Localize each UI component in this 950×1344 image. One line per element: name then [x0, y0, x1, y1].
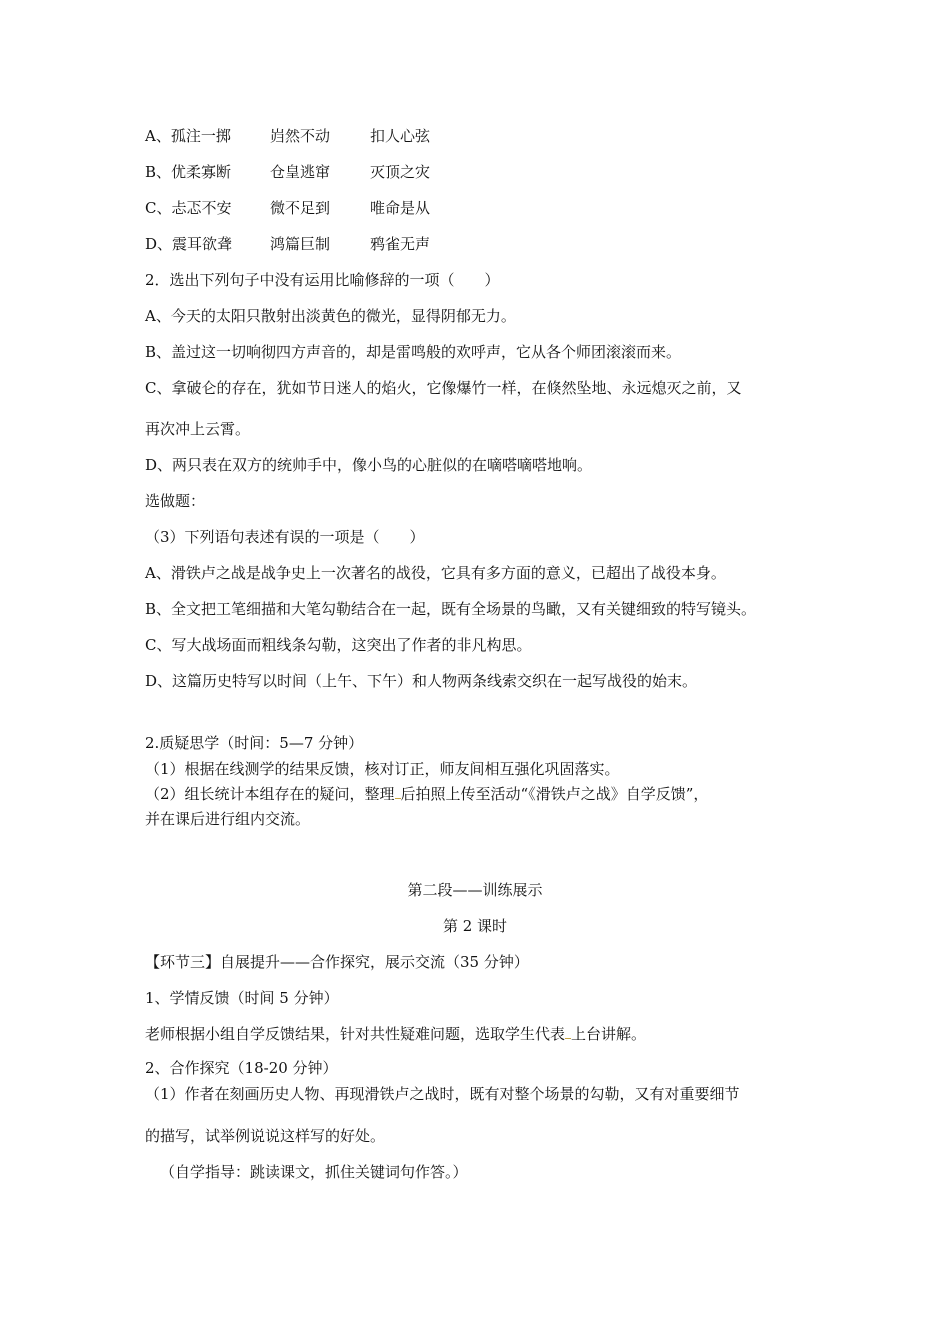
reflect-item-2: （2）组长统计本组存在的疑问，整理 后拍照上传至活动“《滑铁卢之战》自学反馈”，: [145, 785, 709, 803]
coop-title: 2、合作探究（18-20 分钟）: [145, 1059, 338, 1077]
step3-title: 【环节三】自展提升——合作探究，展示交流（35 分钟）: [145, 953, 529, 971]
q3-option-d: D、这篇历史特写以时间（上午、下午）和人物两条线索交织在一起写战役的始末。: [145, 672, 698, 690]
q2-option-a: A、今天的太阳只散射出淡黄色的微光，显得阴郁无力。: [145, 307, 516, 325]
self-study-guide: （自学指导：跳读课文，抓住关键词句作答。）: [160, 1163, 468, 1181]
q1-option-b: B、优柔寡断 仓皇逃窜 灭顶之灾: [145, 163, 431, 181]
lesson-label: 第 2 课时: [442, 917, 508, 935]
reflect-item-1: （1）根据在线测学的结果反馈，核对订正，师友间相互强化巩固落实。: [145, 760, 620, 778]
feedback-text: 老师根据小组自学反馈结果，针对共性疑难问题，选取学生代表 上台讲解。: [145, 1025, 647, 1043]
q1-option-c: C、忐忑不安 微不足到 唯命是从: [145, 199, 431, 217]
feedback-title: 1、学情反馈（时间 5 分钟）: [145, 989, 339, 1007]
section-title: 第二段——训练展示: [407, 881, 543, 899]
q3-option-c: C、写大战场面而粗线条勾勒，这突出了作者的非凡构思。: [145, 636, 532, 654]
reflect-title: 2.质疑思学（时间：5—7 分钟）: [145, 734, 364, 752]
coop-question-1: （1）作者在刻画历史人物、再现滑铁卢之战时，既有对整个场景的勾勒，又有对重要细节: [145, 1085, 740, 1103]
q1-option-a: A、孤注一掷 岿然不动 扣人心弦: [145, 127, 431, 145]
q2-stem: 2．选出下列句子中没有运用比喻修辞的一项（ ）: [145, 271, 500, 289]
reflect-item-2-cont: 并在课后进行组内交流。: [145, 810, 311, 828]
q2-option-c-line1: C、拿破仑的存在，犹如节日迷人的焰火，它像爆竹一样，在倏然坠地、永远熄灭之前，又: [145, 379, 742, 397]
q2-option-b: B、盖过这一切响彻四方声音的，却是雷鸣般的欢呼声，它从各个师团滚滚而来。: [145, 343, 682, 361]
q3-stem: （3）下列语句表述有误的一项是（ ）: [145, 528, 425, 546]
optional-label: 选做题：: [145, 492, 206, 510]
q2-option-c-line2: 再次冲上云霄。: [145, 420, 251, 438]
coop-question-1-cont: 的描写，试举例说说这样写的好处。: [145, 1127, 386, 1145]
q1-option-d: D、震耳欲聋 鸿篇巨制 鸦雀无声: [145, 235, 431, 253]
q3-option-b: B、全文把工笔细描和大笔勾勒结合在一起，既有全场景的鸟瞰，又有关键细致的特写镜头。: [145, 600, 757, 618]
q3-option-a: A、滑铁卢之战是战争史上一次著名的战役，它具有多方面的意义，已超出了战役本身。: [145, 564, 726, 582]
q2-option-d: D、两只表在双方的统帅手中，像小鸟的心脏似的在嘀嗒嘀嗒地响。: [145, 456, 593, 474]
